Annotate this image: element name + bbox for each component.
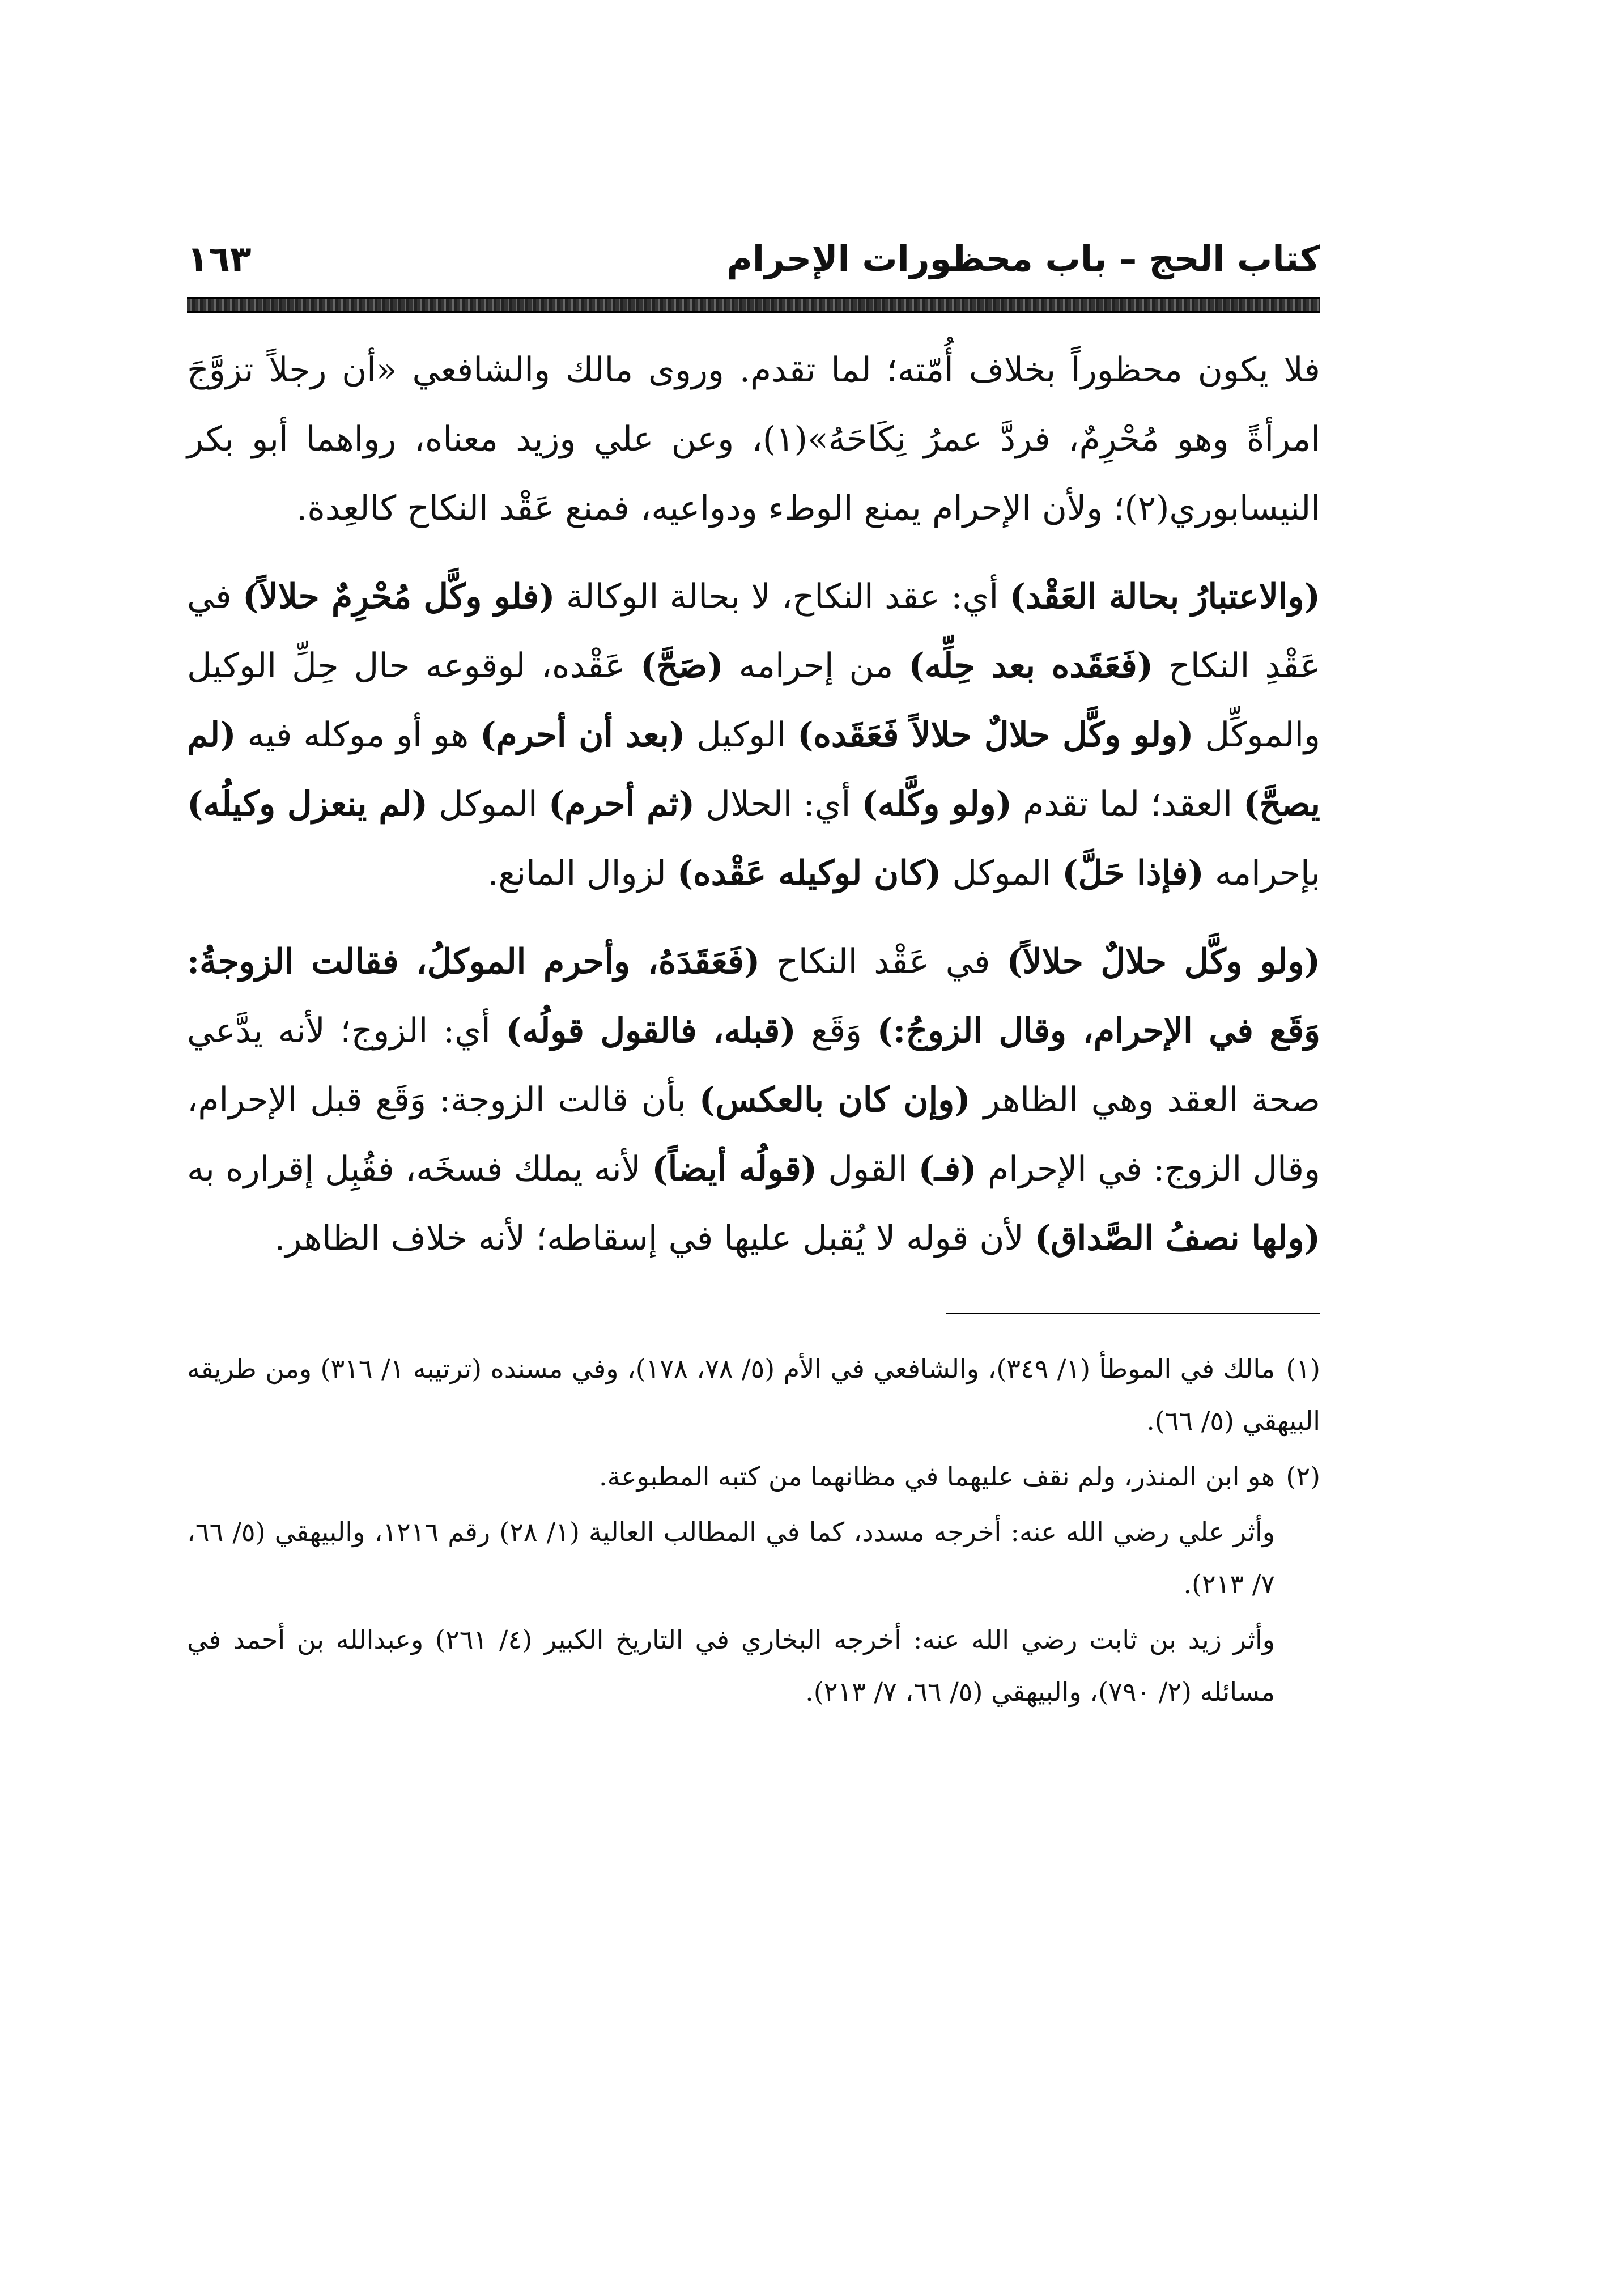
matn-text: (قولُه أيضاً) — [652, 1149, 818, 1189]
matn-text: (والاعتبارُ بحالة العَقْد) — [1009, 577, 1320, 617]
matn-text: (فَعَقَده بعد حِلِّه) — [908, 646, 1154, 686]
footnote-number: (١) — [1286, 1353, 1320, 1384]
matn-text: (كان لوكيله عَقْده) — [677, 853, 942, 893]
sharh-text: الموكل — [941, 853, 1062, 893]
sharh-text: أي: عقد النكاح، لا بحالة الوكالة — [555, 577, 1010, 617]
page-header — [187, 227, 1320, 295]
book-page — [187, 227, 1320, 1721]
footnote-text: هو ابن المنذر، ولم نقف عليهما في مظانهما من كتبه المطبوعة. — [598, 1461, 1275, 1492]
page-number: ١٦٣ — [187, 238, 252, 279]
matn-text: (ولو وكَّل حلالٌ حلالاً فَعَقَده) — [797, 715, 1194, 755]
sharh-text: وَقَع — [796, 1011, 877, 1051]
header-rule — [187, 297, 1320, 313]
sharh-text: القول — [817, 1149, 919, 1189]
matn-text: (وإن كان بالعكس) — [699, 1080, 971, 1120]
sharh-text: لزوال المانع. — [487, 853, 677, 893]
paragraph — [187, 562, 1320, 908]
paragraph — [187, 336, 1320, 543]
paragraph — [187, 927, 1320, 1273]
sharh-text: في عَقْدِ النكاح — [187, 577, 1320, 686]
sharh-text: أي: الزوج؛ لأنه يدَّعي صحة العقد وهي الظاهر — [187, 1011, 1320, 1120]
footnote-text: وأثر علي رضي الله عنه: أخرجه مسدد، كما في المطالب العالية (١/ ٢٨) رقم ١٢١٦، والبيهقي (٥/ ٦٦، ٧/ ٢١٣). — [187, 1517, 1276, 1599]
matn-text: (فَعَقَدَهُ، وأحرم الموكلُ، فقالت الزوجةُ: وَقَع في الإحرام، وقال الزوجُ:) — [187, 942, 1321, 1051]
sharh-text: من إحرامه — [723, 646, 909, 686]
sharh-text: الموكل — [427, 784, 549, 824]
sharh-text: فلا يكون محظوراً بخلاف أُمّته؛ لما تقدم. وروى مالك والشافعي «أن رجلاً تزوَّجَ امرأةً وهو مُحْرِمٌ، فردَّ عمرُ نِكَاحَهُ»(١)، وعن علي وزيد معناه، رواهما أبو بكر النيسابوري(٢)؛ ولأن الإحرام يمنع الوطء ودواعيه، فمنع عَقْد النكاح كالعِدة. — [187, 350, 1320, 528]
sharh-text: بإحرامه — [1204, 853, 1320, 893]
footnote-text: وأثر زيد بن ثابت رضي الله عنه: أخرجه البخاري في التاريخ الكبير (٤/ ٢٦١) وعبدالله بن أحمد في مسائله (٢/ ٧٩٠)، والبيهقي (٥/ ٦٦، ٧/ ٢١٣). — [187, 1624, 1275, 1707]
sharh-text: أي: الحلال — [695, 784, 862, 824]
running-title: كتاب الحج – باب محظورات الإحرام — [726, 238, 1320, 279]
sharh-text: لأن قوله لا يُقبل عليها في إسقاطه؛ لأنه خلاف الظاهر. — [274, 1218, 1035, 1258]
footnote — [187, 1450, 1320, 1502]
main-text — [187, 336, 1320, 1273]
sharh-text: في عَقْد النكاح — [760, 942, 1007, 982]
sharh-text: عَقْده، لوقوعه حال حِلِّ الوكيل والموكِّل — [187, 646, 1321, 755]
matn-text: (لم ينعزل وكيلُه) — [187, 784, 428, 824]
footnotes — [187, 1343, 1320, 1718]
sharh-text: العقد؛ لما تقدم — [1011, 784, 1244, 824]
matn-text: (لم يصحَّ) — [187, 715, 1321, 824]
matn-text: (قبله، فالقول قولُه) — [505, 1011, 796, 1051]
matn-text: (بعد أن أحرم) — [480, 715, 686, 755]
matn-text: (فلو وكَّل مُحْرِمٌ حلالاً) — [243, 577, 555, 617]
matn-text: (صَحَّ) — [640, 646, 724, 686]
matn-text: (فإذا حَلَّ) — [1062, 853, 1204, 893]
footnote — [187, 1613, 1320, 1718]
matn-text: (ولو وكَّله) — [861, 784, 1012, 824]
footnote — [187, 1506, 1320, 1610]
sharh-text: الوكيل — [685, 715, 798, 755]
matn-text: (فـ) — [918, 1149, 977, 1189]
footnote-separator — [946, 1313, 1320, 1314]
sharh-text: هو أو موكله فيه — [236, 715, 481, 755]
footnote — [187, 1343, 1320, 1447]
matn-text: (ثم أحرم) — [548, 784, 695, 824]
sharh-text: لأنه يملك فسخَه، فقُبِل إقراره به — [187, 1149, 652, 1189]
footnote-number: (٢) — [1286, 1461, 1320, 1492]
matn-text: (ولها نصفُ الصَّداق) — [1034, 1218, 1320, 1258]
footnote-text: مالك في الموطأ (١/ ٣٤٩)، والشافعي في الأم (٥/ ٧٨، ١٧٨)، وفي مسنده (ترتيبه ١/ ٣١٦) ومن طريقه البيهقي (٥/ ٦٦). — [187, 1353, 1320, 1436]
matn-text: (ولو وكَّل حلالٌ حلالاً) — [1006, 942, 1320, 982]
sharh-text: بأن قالت الزوجة: وَقَع قبل الإحرام، وقال الزوج: في الإحرام — [187, 1080, 1321, 1189]
